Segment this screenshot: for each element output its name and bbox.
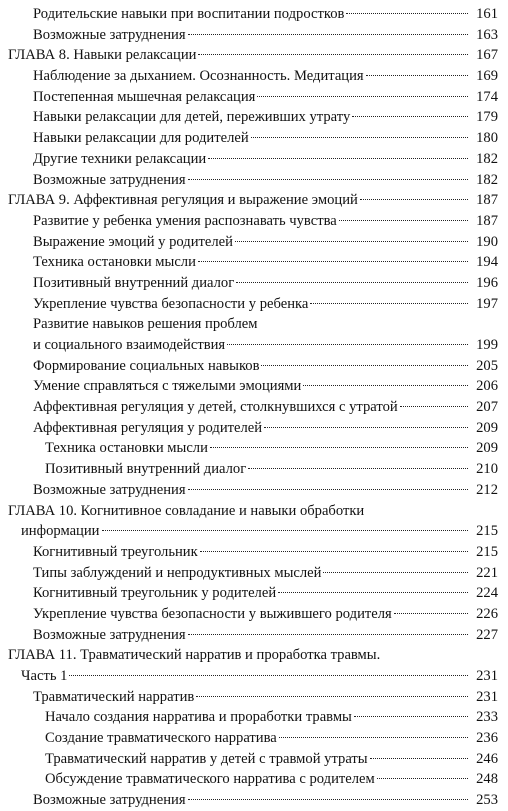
toc-entry-title: Родительские навыки при воспитании подростков	[33, 6, 345, 22]
toc-entry-page-number: 246	[476, 750, 498, 767]
toc-entry-title: Техника остановки мысли	[33, 254, 196, 271]
toc-entry-page-number: 209	[476, 419, 498, 436]
dot-leader	[377, 778, 468, 779]
toc-entry[interactable]	[0, 687, 508, 708]
toc-entry-title: ГЛАВА 8. Навыки релаксации	[8, 47, 197, 64]
toc-entry[interactable]	[0, 211, 508, 232]
dot-leader	[236, 282, 468, 283]
toc-entry[interactable]	[0, 563, 508, 584]
toc-entry-title: Укрепление чувства безопасности у выжившего родителя	[33, 605, 392, 622]
toc-entry-title: Аффективная регуляция у детей, столкнувшихся с утратой	[33, 399, 398, 416]
toc-entry[interactable]	[0, 625, 508, 646]
dot-leader	[102, 530, 469, 531]
toc-entry-page-number: 197	[476, 295, 498, 312]
toc-entry-title: Возможные затруднения	[33, 626, 186, 643]
dot-leader	[346, 13, 468, 14]
toc-entry-title: Возможные затруднения	[33, 26, 186, 43]
toc-entry-page-number: 215	[476, 543, 498, 560]
dot-leader	[279, 737, 468, 738]
toc-entry-page-number: 187	[476, 212, 498, 229]
toc-entry-page-number: 215	[476, 523, 498, 540]
dot-leader	[210, 447, 468, 448]
dot-leader	[370, 758, 468, 759]
toc-entry-page-number: 227	[476, 626, 498, 643]
dot-leader	[188, 489, 468, 490]
toc-entry-title: и социального взаимодействия	[33, 337, 226, 353]
toc-entry-title: Выражение эмоций у родителей	[33, 233, 233, 250]
dot-leader	[188, 34, 468, 35]
toc-entry-page-number: 174	[476, 88, 498, 105]
toc-entry-title: Когнитивный треугольник у родителей	[33, 585, 277, 602]
toc-entry-page-number: 210	[476, 461, 498, 478]
toc-entry-title: Начало создания нарратива и проработки травмы	[45, 709, 352, 726]
toc-entry[interactable]	[0, 66, 508, 87]
toc-entry-title: Травматический нарратив у детей с травмой утраты	[45, 750, 368, 767]
dot-leader	[323, 572, 468, 573]
dot-leader	[200, 551, 468, 552]
toc-entry-title: Обсуждение травматического нарратива с родителем	[45, 771, 375, 788]
toc-entry-page-number: 179	[476, 109, 498, 126]
toc-entry-title: ГЛАВА 10. Когнитивное совладание и навыки обработки	[8, 502, 365, 519]
toc-entry-page-number: 205	[476, 357, 498, 374]
toc-entry-title: Возможные затруднения	[33, 792, 186, 809]
toc-entry[interactable]	[0, 314, 508, 335]
toc-entry-title: Формирование социальных навыков	[33, 357, 260, 374]
toc-entry-page-number: 236	[476, 730, 498, 747]
toc-entry[interactable]	[0, 707, 508, 728]
dot-leader	[339, 220, 468, 221]
dot-leader	[303, 385, 468, 386]
dot-leader	[400, 406, 468, 407]
toc-entry[interactable]	[0, 583, 508, 604]
toc-entry[interactable]	[0, 666, 508, 687]
toc-entry[interactable]	[0, 232, 508, 253]
toc-entry-page-number: 190	[476, 233, 498, 250]
toc-entry-title: Травматический нарратив	[33, 688, 195, 705]
dot-leader	[310, 303, 468, 304]
toc-entry-page-number: 196	[476, 274, 498, 291]
dot-leader	[360, 199, 468, 200]
toc-entry-title: Типы заблуждений и непродуктивных мыслей	[33, 564, 322, 581]
dot-leader	[235, 241, 468, 242]
toc-entry[interactable]	[0, 170, 508, 191]
toc-entry[interactable]	[0, 128, 508, 149]
toc-entry[interactable]	[0, 356, 508, 377]
toc-entry[interactable]	[0, 376, 508, 397]
toc-entry-title: Умение справляться с тяжелыми эмоциями	[33, 378, 302, 395]
toc-entry[interactable]	[0, 294, 508, 315]
toc-entry-page-number: 182	[476, 171, 498, 188]
toc-entry-page-number: 253	[476, 792, 498, 809]
toc-entry-page-number: 231	[476, 668, 498, 684]
toc-entry[interactable]	[0, 252, 508, 273]
toc-entry[interactable]	[0, 335, 508, 356]
toc-entry[interactable]	[0, 418, 508, 439]
dot-leader	[251, 137, 468, 138]
dot-leader	[198, 261, 468, 262]
toc-entry-title: Укрепление чувства безопасности у ребенка	[33, 295, 309, 312]
toc-entry[interactable]	[0, 190, 508, 211]
dot-leader	[69, 675, 468, 676]
toc-entry-page-number: 194	[476, 254, 498, 271]
toc-entry-title: ГЛАВА 9. Аффективная регуляция и выражение эмоций	[8, 192, 358, 209]
toc-entry-page-number: 248	[476, 771, 498, 788]
toc-entry[interactable]	[0, 397, 508, 418]
dot-leader	[366, 75, 468, 76]
toc-entry-title: Постепенная мышечная релаксация	[33, 88, 256, 105]
toc-entry-title: Возможные затруднения	[33, 481, 186, 498]
toc-entry[interactable]	[0, 25, 508, 46]
dot-leader	[227, 344, 468, 345]
toc-entry-page-number: 224	[476, 585, 498, 602]
toc-entry-title: Навыки релаксации для родителей	[33, 130, 249, 147]
toc-entry-title: Техника остановки мысли	[45, 440, 208, 457]
table-of-contents	[0, 4, 508, 811]
toc-entry[interactable]	[0, 87, 508, 108]
toc-entry-page-number: 212	[476, 481, 498, 498]
dot-leader	[208, 158, 468, 159]
toc-entry-page-number: 169	[476, 68, 498, 85]
toc-entry-page-number: 206	[476, 378, 498, 395]
toc-entry[interactable]	[0, 728, 508, 749]
dot-leader	[261, 365, 468, 366]
toc-entry-title: ГЛАВА 11. Травматический нарратив и проработка травмы.	[8, 647, 381, 664]
dot-leader	[394, 613, 468, 614]
toc-entry-page-number: 226	[476, 605, 498, 622]
toc-entry-title: Часть 1	[21, 668, 68, 684]
toc-entry-title: Наблюдение за дыханием. Осознанность. Медитация	[33, 68, 364, 85]
dot-leader	[278, 592, 468, 593]
toc-entry-page-number: 221	[476, 564, 498, 581]
toc-entry[interactable]	[0, 645, 508, 666]
toc-entry-page-number: 180	[476, 130, 498, 147]
toc-entry-page-number: 187	[476, 192, 498, 209]
toc-entry-title: Другие техники релаксации	[33, 150, 207, 167]
toc-entry-title: Создание травматического нарратива	[45, 730, 277, 747]
dot-leader	[188, 634, 468, 635]
toc-entry[interactable]	[0, 107, 508, 128]
toc-entry-page-number: 161	[476, 6, 498, 22]
dot-leader	[188, 799, 468, 800]
toc-entry[interactable]	[0, 438, 508, 459]
toc-entry-title: Возможные затруднения	[33, 171, 186, 188]
toc-entry[interactable]	[0, 749, 508, 770]
toc-entry-title: Развитие навыков решения проблем	[33, 316, 258, 333]
toc-entry-page-number: 199	[476, 337, 498, 353]
dot-leader	[248, 468, 468, 469]
toc-entry-title: Аффективная регуляция у родителей	[33, 419, 263, 436]
toc-entry-page-number: 233	[476, 709, 498, 726]
toc-entry-title: Позитивный внутренний диалог	[33, 274, 235, 291]
dot-leader	[188, 179, 468, 180]
toc-entry[interactable]	[0, 45, 508, 66]
toc-entry-page-number: 231	[476, 688, 498, 705]
toc-entry[interactable]	[0, 521, 508, 542]
toc-entry-page-number: 167	[476, 47, 498, 64]
toc-entry[interactable]	[0, 273, 508, 294]
toc-entry[interactable]	[0, 604, 508, 625]
toc-entry-title: информации	[21, 523, 100, 540]
toc-entry-title: Позитивный внутренний диалог	[45, 461, 247, 478]
toc-entry[interactable]	[0, 480, 508, 501]
dot-leader	[196, 696, 468, 697]
toc-entry-page-number: 207	[476, 399, 498, 416]
toc-entry-page-number: 163	[476, 26, 498, 43]
dot-leader	[257, 96, 468, 97]
dot-leader	[264, 427, 468, 428]
dot-leader	[354, 716, 468, 717]
dot-leader	[352, 116, 468, 117]
toc-entry-title: Развитие у ребенка умения распознавать чувства	[33, 212, 337, 229]
toc-entry-title: Навыки релаксации для детей, переживших утрату	[33, 109, 351, 126]
toc-entry[interactable]	[0, 459, 508, 480]
dot-leader	[198, 54, 468, 55]
toc-entry-page-number: 182	[476, 150, 498, 167]
toc-entry[interactable]	[0, 149, 508, 170]
toc-entry-page-number: 209	[476, 440, 498, 457]
toc-entry[interactable]	[0, 4, 508, 25]
toc-entry[interactable]	[0, 542, 508, 563]
toc-entry[interactable]	[0, 769, 508, 790]
toc-entry-title: Когнитивный треугольник	[33, 543, 198, 560]
toc-entry[interactable]	[0, 501, 508, 522]
